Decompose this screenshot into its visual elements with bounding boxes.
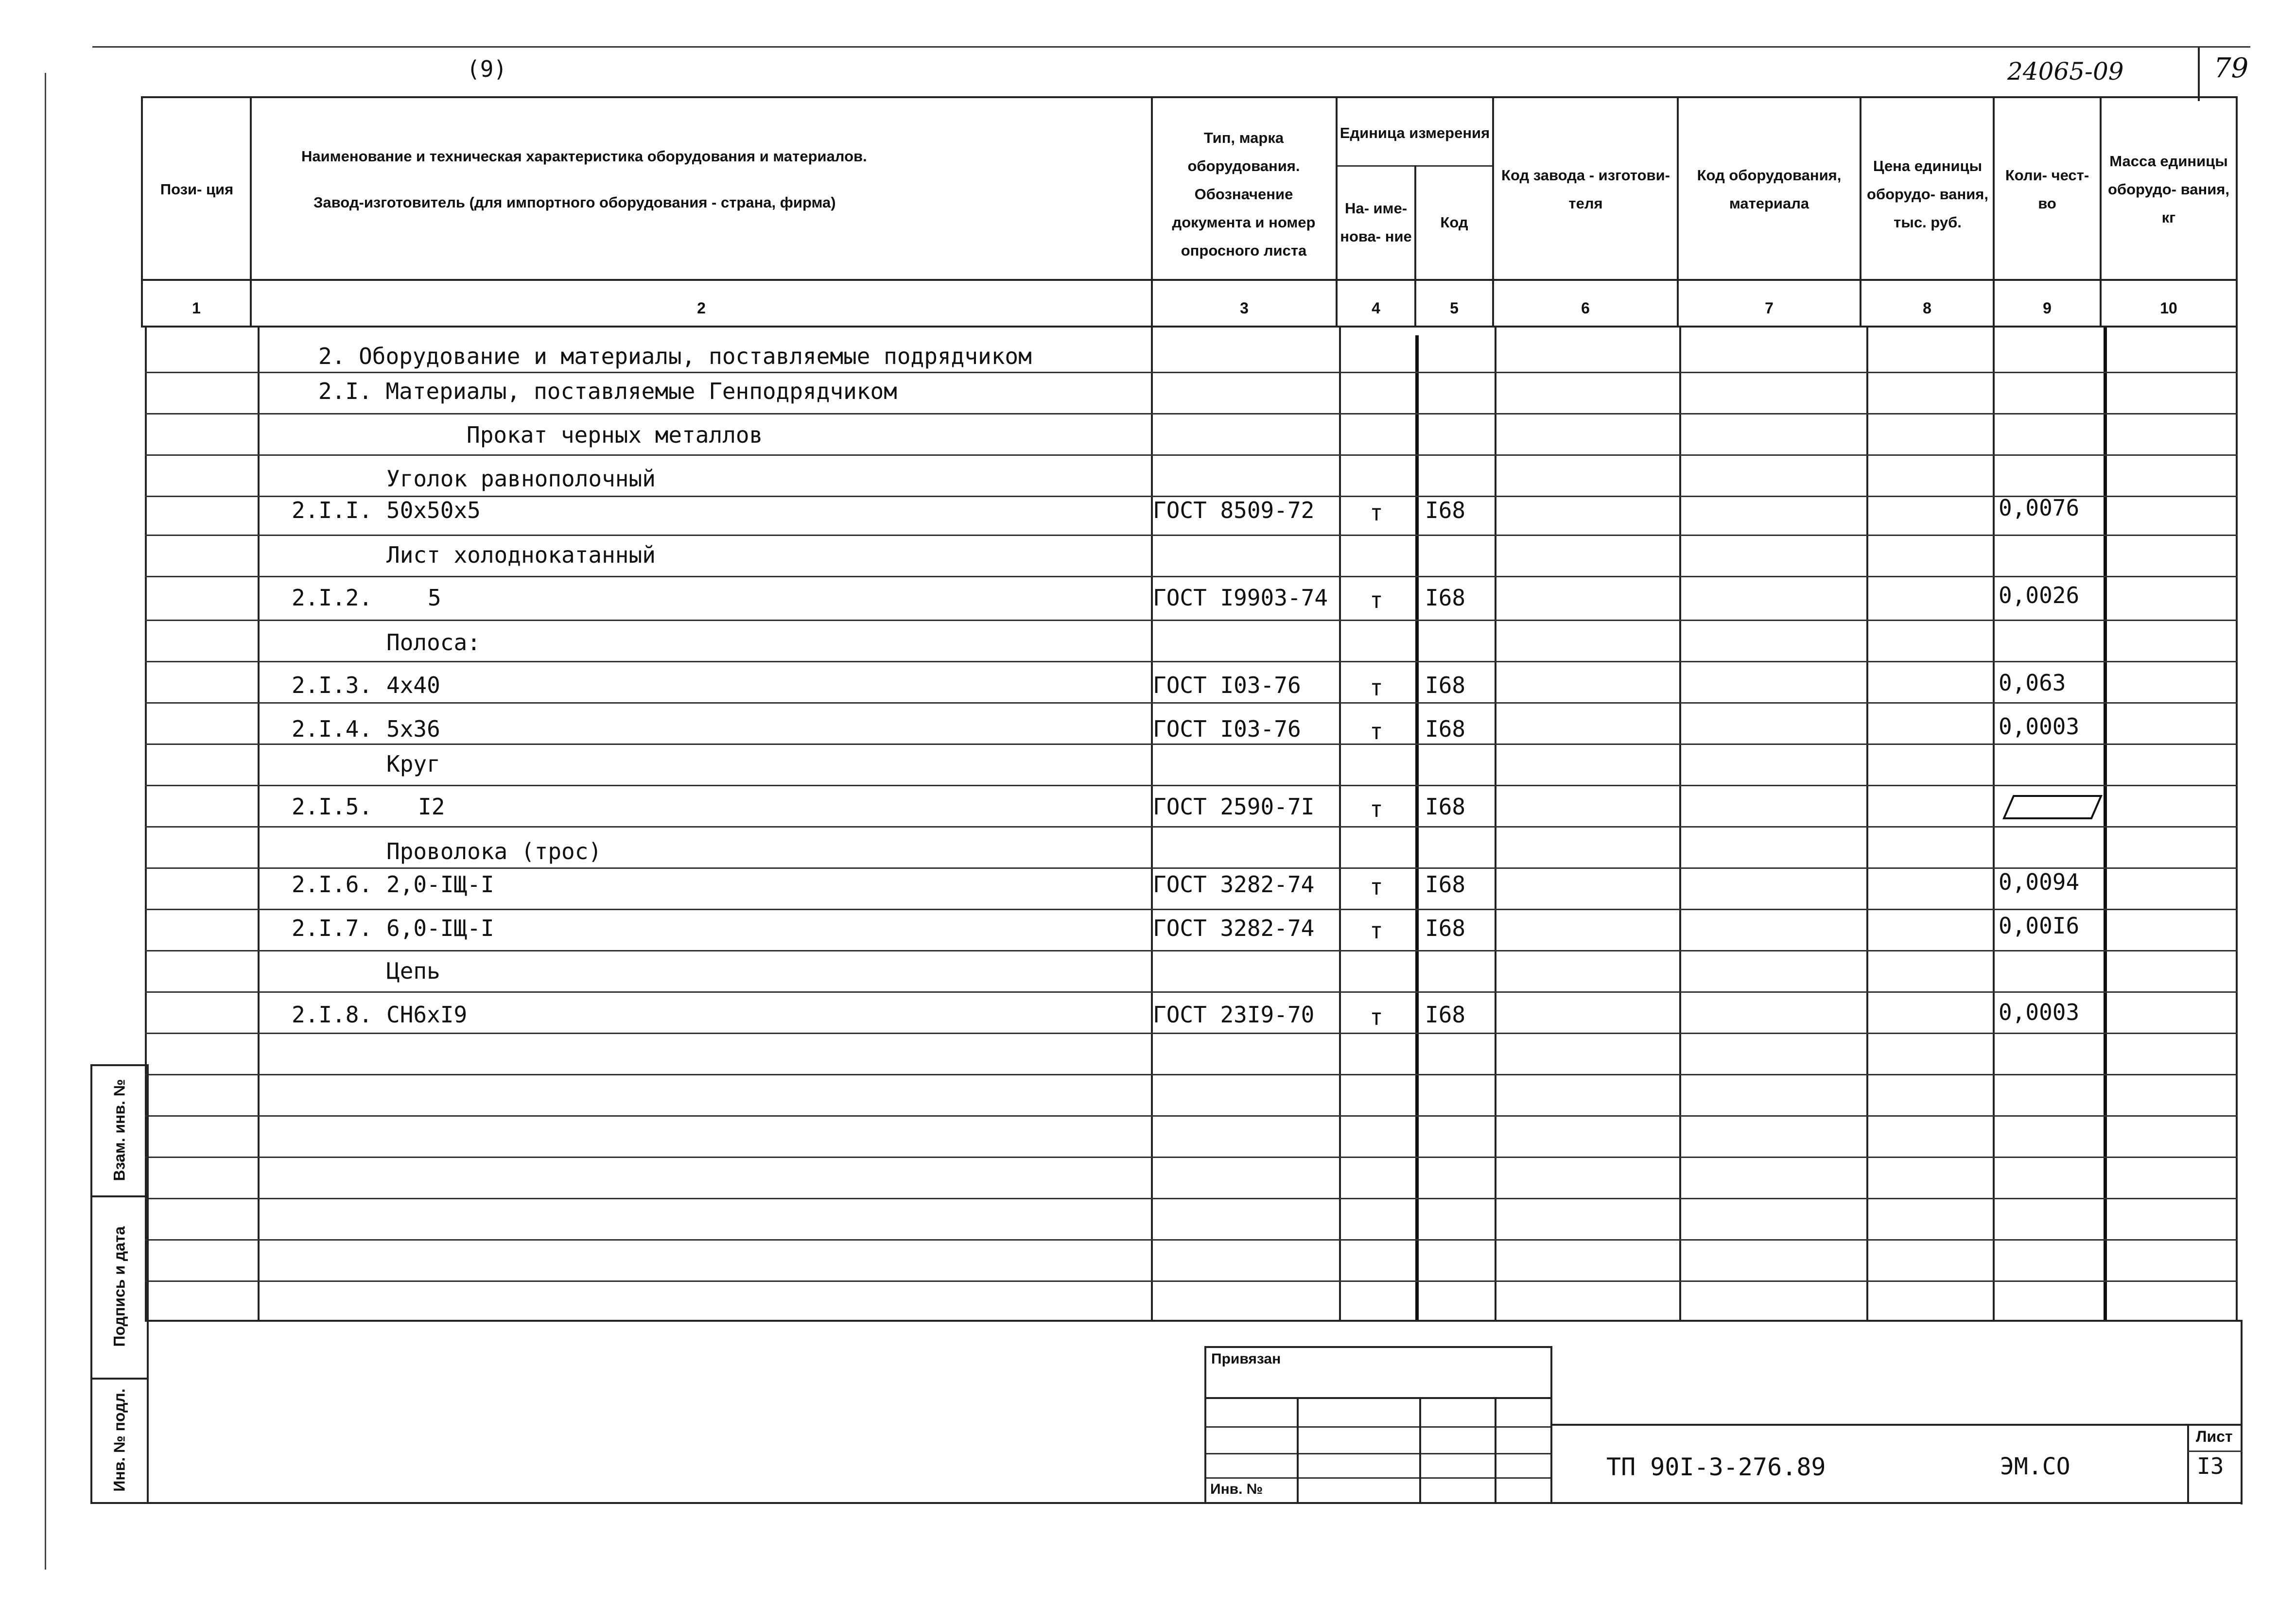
row-qty: 0,063 bbox=[1999, 670, 2066, 696]
row-doc: ГОСТ 2590-7I bbox=[1153, 794, 1315, 820]
original-inv-label: Инв. № подл. bbox=[110, 1388, 128, 1492]
row-name: I2 bbox=[418, 794, 445, 820]
row-position: 2.I.3. bbox=[292, 672, 373, 698]
tb-line bbox=[1204, 1453, 1552, 1454]
top-border bbox=[92, 46, 2250, 48]
item-group-label: Уголок равнополочный bbox=[386, 466, 656, 492]
header-col3: Тип, марка оборудования. Обозначение документа и номер опросного листа bbox=[1172, 129, 1316, 259]
inv-label: Инв. № bbox=[1210, 1481, 1263, 1497]
side-stamp-cell bbox=[90, 1064, 149, 1195]
row-qty: 0,0003 bbox=[1999, 713, 2080, 740]
row-line bbox=[145, 743, 2238, 745]
row-code: I68 bbox=[1425, 585, 1466, 611]
row-line bbox=[145, 1198, 2238, 1199]
row-unit: т bbox=[1370, 718, 1383, 744]
page-number-divider bbox=[2198, 48, 2200, 101]
group-heading: Прокат черных металлов bbox=[467, 422, 763, 448]
header-col9: Коли- чест- во bbox=[2005, 167, 2089, 212]
header-col6: Код завода - изготови- теля bbox=[1501, 167, 1670, 212]
row-name: 5 bbox=[428, 585, 441, 611]
colnum-5: 5 bbox=[1450, 299, 1459, 317]
body-vline bbox=[258, 328, 260, 1322]
row-position: 2.I.I. bbox=[292, 497, 373, 523]
qty-crossed-out-mark bbox=[2001, 793, 2104, 822]
item-group-label: Проволока (трос) bbox=[386, 838, 602, 864]
row-line bbox=[145, 785, 2238, 786]
row-unit: т bbox=[1370, 874, 1383, 900]
row-line bbox=[145, 1239, 2238, 1241]
row-line bbox=[145, 950, 2238, 951]
row-name: 5х36 bbox=[386, 716, 440, 742]
colnum-6: 6 bbox=[1581, 299, 1590, 317]
header-col8: Цена единицы оборудо- вания, тыс. руб. bbox=[1867, 157, 1988, 231]
tb-line bbox=[2187, 1424, 2189, 1504]
row-name: 50х50х5 bbox=[386, 497, 481, 523]
row-line bbox=[145, 1115, 2238, 1117]
header-unit-group: Единица измерения bbox=[1339, 124, 1490, 141]
row-position: 2.I.8. bbox=[292, 1002, 373, 1028]
signature-date-label: Подпись и дата bbox=[110, 1226, 128, 1347]
row-line bbox=[145, 1157, 2238, 1158]
colnum-4: 4 bbox=[1372, 299, 1380, 317]
bound-label: Привязан bbox=[1211, 1351, 1281, 1367]
body-bottom-line bbox=[145, 1320, 2242, 1322]
row-doc: ГОСТ 8509-72 bbox=[1153, 497, 1315, 523]
row-line bbox=[145, 991, 2238, 993]
row-line bbox=[145, 702, 2238, 704]
row-code: I68 bbox=[1425, 915, 1466, 941]
row-line bbox=[145, 909, 2238, 910]
colnum-10: 10 bbox=[2160, 299, 2177, 317]
row-qty: 0,0003 bbox=[1999, 999, 2080, 1025]
header-col5: Код bbox=[1440, 214, 1468, 231]
row-line bbox=[145, 413, 2238, 415]
header-col10: Масса единицы оборудо- вания, кг bbox=[2108, 153, 2229, 226]
row-line bbox=[145, 620, 2238, 621]
sheet-label: Лист bbox=[2196, 1428, 2233, 1445]
tb-line bbox=[1550, 1424, 2243, 1426]
row-code: I68 bbox=[1425, 871, 1466, 898]
row-unit: т bbox=[1370, 917, 1383, 944]
header-col7: Код оборудования, материала bbox=[1697, 167, 1842, 212]
row-qty: 0,0026 bbox=[1999, 582, 2080, 608]
body-vline bbox=[1993, 328, 1995, 1322]
row-name: СН6хI9 bbox=[386, 1002, 468, 1028]
row-line bbox=[145, 826, 2238, 828]
body-vline bbox=[1339, 328, 1341, 1322]
colnum-8: 8 bbox=[1923, 299, 1931, 317]
body-vline bbox=[1495, 328, 1496, 1322]
item-group-label: Полоса: bbox=[386, 629, 481, 656]
row-qty: 0,0076 bbox=[1999, 495, 2080, 521]
colnum-1: 1 bbox=[192, 299, 201, 317]
row-line bbox=[145, 372, 2238, 373]
row-line bbox=[145, 576, 2238, 577]
top-mark: (9) bbox=[467, 56, 507, 82]
row-code: I68 bbox=[1425, 1002, 1466, 1028]
row-code: I68 bbox=[1425, 794, 1466, 820]
header-top-line bbox=[141, 96, 2238, 98]
item-group-label: Цепь bbox=[386, 958, 440, 984]
row-code: I68 bbox=[1425, 497, 1466, 523]
row-line bbox=[145, 867, 2238, 869]
row-doc: ГОСТ 3282-74 bbox=[1153, 915, 1315, 941]
row-line bbox=[145, 661, 2238, 662]
row-doc: ГОСТ I03-76 bbox=[1153, 672, 1301, 698]
row-code: I68 bbox=[1425, 716, 1466, 742]
row-doc: ГОСТ I03-76 bbox=[1153, 716, 1301, 742]
sheet-number: I3 bbox=[2197, 1453, 2224, 1479]
side-stamp-cell bbox=[90, 1378, 149, 1502]
tb-line bbox=[1204, 1346, 1206, 1504]
archive-number: 24065-09 bbox=[2007, 57, 2124, 86]
row-line bbox=[145, 1033, 2238, 1034]
tb-line bbox=[1204, 1397, 1552, 1399]
body-vline bbox=[1679, 328, 1681, 1322]
row-qty: 0,0094 bbox=[1999, 869, 2080, 895]
body-vline bbox=[1866, 328, 1868, 1322]
item-group-label: Круг bbox=[386, 751, 440, 777]
header-bottom-line bbox=[141, 279, 2238, 281]
side-stamp-cell bbox=[90, 1195, 149, 1378]
frame-bottom bbox=[147, 1502, 2243, 1504]
row-unit: т bbox=[1370, 587, 1383, 613]
tb-line bbox=[1204, 1346, 1552, 1348]
row-unit: т bbox=[1370, 1004, 1383, 1030]
section-heading: 2. Оборудование и материалы, поставляемые подрядчиком bbox=[318, 343, 1032, 369]
row-unit: т bbox=[1370, 674, 1383, 701]
tb-line bbox=[2187, 1451, 2243, 1452]
row-position: 2.I.4. bbox=[292, 716, 373, 742]
colnum-9: 9 bbox=[2043, 299, 2052, 317]
row-position: 2.I.7. bbox=[292, 915, 373, 941]
binding-margin-line bbox=[45, 73, 46, 1570]
body-vline-bold bbox=[1415, 335, 1419, 1322]
row-position: 2.I.2. bbox=[292, 585, 373, 611]
row-position: 2.I.5. bbox=[292, 794, 373, 820]
row-doc: ГОСТ 3282-74 bbox=[1153, 871, 1315, 898]
page-number: 79 bbox=[2214, 52, 2249, 84]
row-name: 6,0-IЩ-I bbox=[386, 915, 494, 941]
header-col1: Пози- ция bbox=[160, 181, 234, 198]
body-vline bbox=[1151, 328, 1153, 1322]
tb-line bbox=[1495, 1397, 1496, 1504]
colnum-bottom-line bbox=[141, 326, 2238, 328]
section-code: ЭМ.СО bbox=[2000, 1453, 2070, 1480]
header-vline bbox=[2236, 96, 2238, 328]
row-qty: 0,00I6 bbox=[1999, 913, 2080, 939]
row-doc: ГОСТ 23I9-70 bbox=[1153, 1002, 1315, 1028]
row-line bbox=[145, 1280, 2238, 1282]
row-doc: ГОСТ I9903-74 bbox=[1153, 585, 1328, 611]
unit-group-line bbox=[1336, 165, 1492, 167]
header-col2-line1: Наименование и техническая характеристика оборудования и материалов. bbox=[301, 148, 867, 165]
row-name: 4х40 bbox=[386, 672, 440, 698]
header-col4: На- име- нова- ние bbox=[1340, 200, 1412, 245]
row-line bbox=[145, 1074, 2238, 1075]
row-line bbox=[145, 535, 2238, 536]
row-line bbox=[145, 454, 2238, 456]
replacement-inv-label: Взам. инв. № bbox=[110, 1079, 128, 1181]
subsection-heading: 2.I. Материалы, поставляемые Генподрядчиком bbox=[318, 378, 897, 404]
row-position: 2.I.6. bbox=[292, 871, 373, 898]
row-unit: т bbox=[1370, 500, 1383, 526]
header-col2-line2: Завод-изготовитель (для импортного оборудования - страна, фирма) bbox=[313, 194, 836, 211]
row-code: I68 bbox=[1425, 672, 1466, 698]
colnum-7: 7 bbox=[1765, 299, 1774, 317]
item-group-label: Лист холоднокатанный bbox=[386, 542, 656, 568]
tb-line bbox=[1204, 1426, 1552, 1428]
body-vline-bold bbox=[2104, 328, 2107, 1322]
body-vline bbox=[2236, 328, 2238, 1322]
frame-right bbox=[2241, 1320, 2243, 1504]
side-stamp-line bbox=[90, 1502, 149, 1504]
tb-line bbox=[1297, 1397, 1299, 1504]
tb-line bbox=[1419, 1397, 1421, 1504]
row-unit: т bbox=[1370, 796, 1383, 822]
document-designation: ТП 90I-3-276.89 bbox=[1606, 1453, 1826, 1481]
tb-line bbox=[1204, 1477, 1552, 1479]
colnum-2: 2 bbox=[697, 299, 706, 317]
row-name: 2,0-IЩ-I bbox=[386, 871, 494, 898]
colnum-3: 3 bbox=[1240, 299, 1249, 317]
